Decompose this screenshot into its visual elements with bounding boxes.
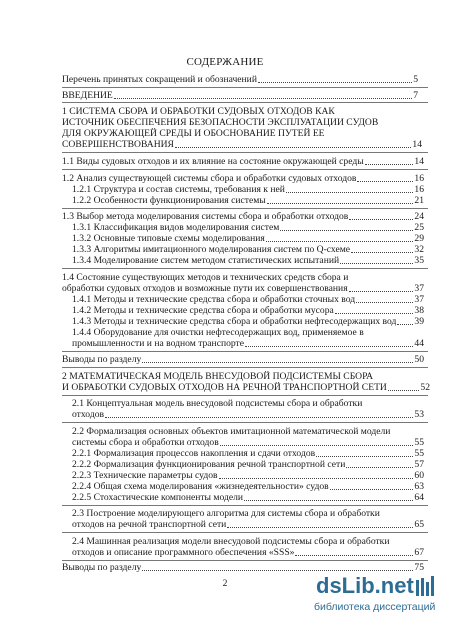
- toc-entry-heading: [62, 106, 422, 139]
- toc-entry-line: ДЛЯ ОКРУЖАЮЩЕЙ СРЕДЫ И ОБОСНОВАНИЕ ПУТЕЙ ЕЕ: [62, 128, 325, 139]
- divider: [62, 208, 428, 209]
- toc-entry-page: 53: [414, 409, 424, 420]
- toc-entry-line: 1.4.4 Оборудование для очистки нефтесодержащих вод, применяемое в: [72, 327, 364, 338]
- toc-entry-text: 1.2.2 Особенности функционирования системы: [72, 195, 266, 206]
- watermark-logo: dsLib.net: [316, 573, 414, 598]
- toc-entry-page: 14: [414, 156, 424, 167]
- leader-dots: [258, 82, 412, 83]
- leader-dots: [349, 219, 413, 220]
- toc-entry[interactable]: [62, 74, 418, 85]
- toc-entry-text: ВВЕДЕНИЕ: [62, 90, 113, 101]
- divider: [62, 268, 428, 269]
- toc-entry-page: 38: [414, 305, 424, 316]
- leader-dots: [356, 302, 413, 303]
- watermark-subtitle: библиотека диссертаций: [314, 601, 436, 613]
- toc-entry-text: 1.3.2 Основные типовые схемы моделирования: [72, 233, 265, 244]
- toc-entry-page: 16: [414, 173, 424, 184]
- toc-entry-page: 63: [414, 481, 424, 492]
- toc-entry-page: 65: [414, 519, 424, 530]
- toc-entry-text: отходов и описание программного обеспечения «SSS»: [72, 547, 295, 558]
- toc-entry[interactable]: [72, 338, 424, 349]
- watermark: [316, 574, 446, 614]
- divider: [62, 351, 428, 352]
- leader-dots: [267, 203, 414, 204]
- leader-dots: [397, 324, 413, 325]
- toc-title: СОДЕРЖАНИЕ: [186, 56, 264, 68]
- toc-entry-text: 1.1 Виды судовых отходов и их влияние на состояние окружающей среды: [62, 156, 364, 167]
- toc-entry[interactable]: [62, 354, 424, 365]
- toc-entry-text: системы сбора и обработки отходов: [72, 437, 219, 448]
- toc-entry-text: 1.4.1 Методы и технические средства сбора и обработки сточных вод: [72, 294, 356, 305]
- toc-entry[interactable]: [72, 459, 424, 470]
- leader-dots: [266, 241, 414, 242]
- leader-dots: [335, 313, 414, 314]
- leader-dots: [340, 263, 413, 264]
- toc-entry-page: 29: [414, 233, 424, 244]
- toc-entry-page: 16: [414, 184, 424, 195]
- leader-dots: [142, 362, 413, 363]
- divider: [62, 152, 428, 153]
- toc-entry-line: 2.3 Построение моделирующего алгоритма для системы сбора и обработки: [72, 508, 380, 519]
- leader-dots: [142, 570, 413, 571]
- toc-entry[interactable]: [62, 211, 424, 222]
- leader-dots: [330, 489, 414, 490]
- toc-entry-heading: [62, 272, 424, 283]
- toc-entry-text: СОВЕРШЕНСТВОВАНИЯ: [62, 139, 174, 150]
- toc-entry[interactable]: [72, 244, 424, 255]
- toc-entry-text: 2.2.1 Формализация процессов накопления и сдачи отходов: [72, 448, 316, 459]
- toc-entry-heading: [72, 327, 424, 338]
- toc-entry-heading: [72, 398, 424, 409]
- toc-entry-page: 35: [414, 255, 424, 266]
- toc-entry[interactable]: [72, 437, 424, 448]
- leader-dots: [295, 555, 413, 556]
- leader-dots: [105, 417, 413, 418]
- divider: [62, 169, 428, 170]
- toc-entry-text: 1.3.1 Классификация видов моделирования систем: [72, 222, 280, 233]
- toc-entry-line: 2.2 Формализация основных объектов имитационной математической модели: [72, 426, 391, 437]
- toc-entry-text: отходов на речной транспортной сети: [72, 519, 227, 530]
- toc-entry[interactable]: [72, 492, 424, 503]
- leader-dots: [365, 164, 414, 165]
- toc-entry-page: 5: [413, 74, 418, 85]
- toc-entry[interactable]: [72, 222, 424, 233]
- toc-entry-page: 55: [414, 448, 424, 459]
- toc-entry-line: 1.4 Состояние существующих методов и технических средств сбора и: [62, 272, 349, 283]
- divider: [62, 505, 428, 506]
- toc-entry[interactable]: [72, 255, 424, 266]
- toc-entry-page: 7: [413, 90, 418, 101]
- leader-dots: [286, 192, 414, 193]
- toc-entry-page: 14: [412, 139, 422, 150]
- toc-entry-page: 52: [420, 382, 430, 393]
- toc-entry-text: 1.2.1 Структура и состав системы, требования к ней: [72, 184, 285, 195]
- toc-entry-heading: [72, 536, 424, 547]
- toc-entry-page: 24: [414, 211, 424, 222]
- page-number: 2: [222, 578, 228, 589]
- toc-entry-line: 1 СИСТЕМА СБОРА И ОБРАБОТКИ СУДОВЫХ ОТХОДОВ КАК: [62, 106, 335, 117]
- toc-entry[interactable]: [72, 470, 424, 481]
- toc-entry-heading: [72, 508, 424, 519]
- toc-entry[interactable]: [72, 481, 424, 492]
- toc-entry-page: 64: [414, 492, 424, 503]
- toc-entry-text: 1.3 Выбор метода моделирования системы сбора и обработки отходов: [62, 211, 349, 222]
- toc-entry-page: 67: [414, 547, 424, 558]
- toc-entry-text: Выводы по разделу: [62, 562, 142, 573]
- divider: [62, 395, 428, 396]
- toc-entry-text: 1.4.3 Методы и технические средства сбора и обработки нефтесодержащих вод: [72, 316, 397, 327]
- toc-entry-text: отходов: [72, 409, 105, 420]
- toc-entry-line: ИСТОЧНИК ОБЕСПЕЧЕНИЯ БЕЗОПАСНОСТИ ЭКСПЛУАТАЦИИ СУДОВ: [62, 117, 379, 128]
- leader-dots: [175, 147, 411, 148]
- toc-entry[interactable]: [72, 294, 424, 305]
- toc-entry-text: обработки судовых отходов и возможные пути их совершенствования: [62, 283, 348, 294]
- toc-entry-text: Перечень принятых сокращений и обозначений: [62, 74, 257, 85]
- leader-dots: [245, 346, 413, 347]
- toc-entry-page: 39: [414, 316, 424, 327]
- toc-entry-line: 2.4 Машинная реализация модели внесудовой подсистемы сбора и обработки: [72, 536, 390, 547]
- toc-entry[interactable]: [72, 184, 424, 195]
- toc-entry-text: 2.2.5 Стохастические компоненты модели: [72, 492, 244, 503]
- toc-entry[interactable]: [72, 519, 424, 530]
- leader-dots: [349, 291, 414, 292]
- leader-dots: [388, 390, 420, 391]
- leader-dots: [357, 181, 413, 182]
- toc-entry-text: 1.4.2 Методы и технические средства сбора и обработки мусора: [72, 305, 334, 316]
- toc-entry-text: 2.2.3 Технические параметры судов: [72, 470, 218, 481]
- divider: [62, 367, 428, 368]
- toc-entry[interactable]: [62, 173, 424, 184]
- toc-entry-text: 1.3.4 Моделирование систем методом статистических испытаний: [72, 255, 340, 266]
- divider: [62, 87, 428, 88]
- toc-entry-page: 37: [414, 283, 424, 294]
- toc-entry-text: 2.2.4 Общая схема моделирования «жизнедеятельности» судов: [72, 481, 329, 492]
- toc-entry-text: 1.2 Анализ существующей системы сбора и обработки судовых отходов: [62, 173, 357, 184]
- toc-entry[interactable]: [62, 283, 424, 294]
- divider: [62, 532, 428, 533]
- toc-entry-page: 37: [414, 294, 424, 305]
- leader-dots: [220, 445, 414, 446]
- divider: [62, 560, 428, 561]
- toc-entry-page: 50: [414, 354, 424, 365]
- toc-entry-line: 2.1 Концептуальная модель внесудовой подсистемы сбора и обработки: [72, 398, 363, 409]
- toc-entry-text: Выводы по разделу: [62, 354, 142, 365]
- toc-entry-page: 55: [414, 437, 424, 448]
- leader-dots: [227, 527, 413, 528]
- toc-entry[interactable]: [62, 139, 422, 150]
- toc-entry-page: 21: [414, 195, 424, 206]
- bookshelf-icon: [414, 576, 444, 596]
- toc-entry[interactable]: [62, 562, 424, 573]
- toc-entry-heading: [62, 371, 430, 382]
- toc-entry[interactable]: [72, 305, 424, 316]
- leader-dots: [346, 467, 413, 468]
- toc-entry-page: 75: [414, 562, 424, 573]
- leader-dots: [316, 456, 413, 457]
- toc-entry-page: 25: [414, 222, 424, 233]
- toc-entry-text: 1.3.3 Алгоритмы имитационного моделирования систем по Q-схеме: [72, 244, 351, 255]
- toc-entry-heading: [72, 426, 424, 437]
- leader-dots: [244, 500, 413, 501]
- toc-entry[interactable]: [72, 316, 424, 327]
- toc-entry-line: 2 МАТЕМАТИЧЕСКАЯ МОДЕЛЬ ВНЕСУДОВОЙ ПОДСИСТЕМЫ СБОРА: [62, 371, 374, 382]
- toc-entry-text: промышленности и на водном транспорте: [72, 338, 244, 349]
- toc-entry-text: 2.2.2 Формализация функционирования речной транспортной сети: [72, 459, 346, 470]
- leader-dots: [114, 98, 412, 99]
- toc-entry[interactable]: [72, 547, 424, 558]
- toc-entry[interactable]: [72, 448, 424, 459]
- toc-entry[interactable]: [72, 195, 424, 206]
- toc-entry-page: 32: [414, 244, 424, 255]
- toc-entry[interactable]: [62, 382, 430, 393]
- toc-entry[interactable]: [72, 409, 424, 420]
- leader-dots: [280, 230, 413, 231]
- toc-entry[interactable]: [62, 156, 424, 167]
- leader-dots: [351, 252, 413, 253]
- toc-entry-text: И ОБРАБОТКИ СУДОВЫХ ОТХОДОВ НА РЕЧНОЙ ТРАНСПОРТНОЙ СЕТИ: [62, 382, 387, 393]
- toc-entry[interactable]: [62, 90, 418, 101]
- divider: [62, 422, 428, 423]
- leader-dots: [219, 478, 414, 479]
- divider: [62, 102, 428, 103]
- toc-entry-page: 44: [414, 338, 424, 349]
- toc-entry-page: 60: [414, 470, 424, 481]
- toc-entry-page: 57: [414, 459, 424, 470]
- toc-entry[interactable]: [72, 233, 424, 244]
